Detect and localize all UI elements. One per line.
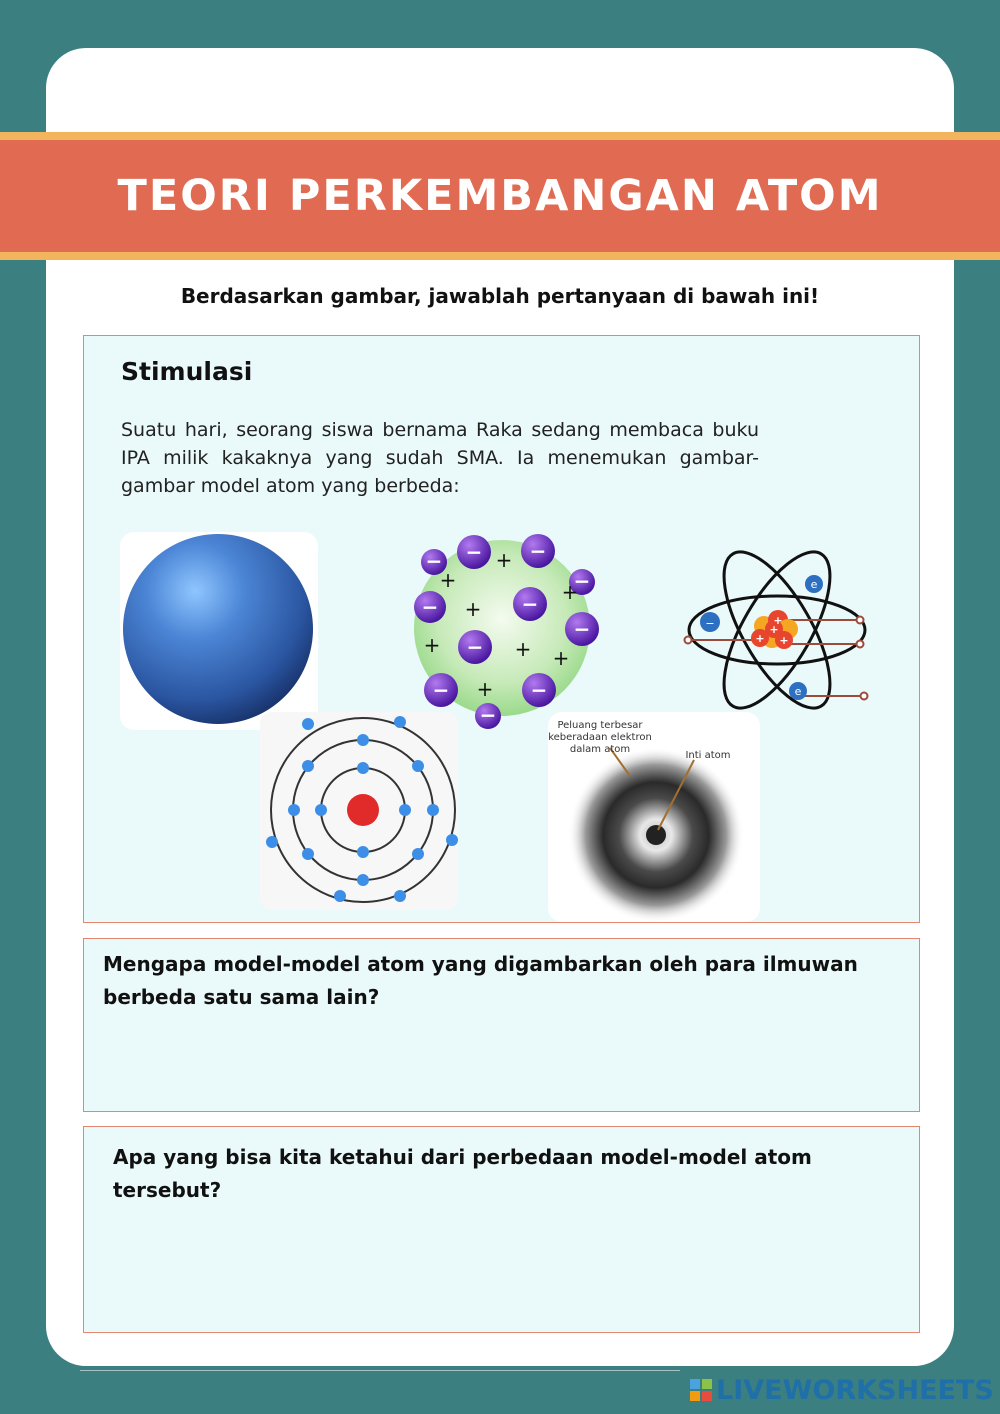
svg-text:keberadaan elektron: keberadaan elektron (548, 732, 652, 743)
svg-text:−: − (432, 678, 450, 702)
instruction-text: Berdasarkan gambar, jawablah pertanyaan di bawah ini! (180, 284, 820, 308)
svg-text:dalam atom: dalam atom (569, 744, 631, 755)
svg-text:+: + (773, 614, 783, 627)
svg-text:e: e (810, 578, 818, 591)
svg-text:+: + (439, 568, 457, 592)
svg-text:+: + (476, 677, 494, 701)
stimulus-text: Suatu hari, seorang siswa bernama Raka sedang membaca buku IPA milik kakaknya yang sudah SMA. Ia menemukan gambar-gambar model atom yang berbeda: (121, 419, 759, 497)
svg-text:+: + (423, 633, 441, 657)
svg-text:+: + (495, 548, 513, 572)
svg-text:−: − (573, 617, 591, 641)
dalton-model-image (120, 532, 318, 730)
svg-text:Inti atom: Inti atom (685, 750, 731, 761)
brand-name: LIVEWORKSHEETS (716, 1374, 994, 1406)
svg-text:−: − (421, 595, 439, 619)
svg-text:e: e (794, 685, 802, 698)
svg-text:+: + (464, 597, 482, 621)
svg-text:−: − (466, 635, 484, 659)
svg-text:+: + (779, 634, 789, 647)
svg-text:−: − (479, 703, 497, 727)
question-1-text: Mengapa model-model atom yang digambarkan oleh para ilmuwan berbeda satu sama lain? (103, 952, 858, 1009)
svg-text:+: + (514, 637, 532, 661)
thomson-model-image (410, 532, 605, 732)
liveworksheets-logo-icon (690, 1379, 712, 1401)
svg-text:−: − (521, 592, 539, 616)
svg-text:−: − (425, 549, 443, 573)
page-title: TEORI PERKEMBANGAN ATOM (117, 171, 883, 221)
answer-2-input[interactable] (103, 1212, 902, 1326)
bohr-model-image (260, 712, 458, 910)
svg-text:−: − (705, 617, 715, 630)
title-banner (0, 140, 1000, 252)
svg-text:−: − (530, 678, 548, 702)
svg-text:+: + (769, 623, 779, 636)
question-2-text: Apa yang bisa kita ketahui dari perbedaan model-model atom tersebut? (113, 1145, 812, 1202)
svg-text:Peluang terbesar: Peluang terbesar (557, 720, 643, 731)
rutherford-model-image (678, 534, 876, 730)
svg-text:−: − (529, 539, 547, 563)
svg-text:−: − (573, 569, 591, 593)
svg-text:+: + (755, 632, 765, 645)
quantum-model-image (548, 712, 760, 922)
footer-divider (80, 1370, 680, 1371)
stimulus-title: Stimulasi (121, 357, 253, 386)
svg-text:−: − (465, 540, 483, 564)
answer-1-input[interactable] (103, 1020, 902, 1106)
liveworksheets-logo[interactable] (690, 1374, 994, 1406)
svg-text:+: + (561, 580, 579, 604)
svg-text:+: + (552, 646, 570, 670)
